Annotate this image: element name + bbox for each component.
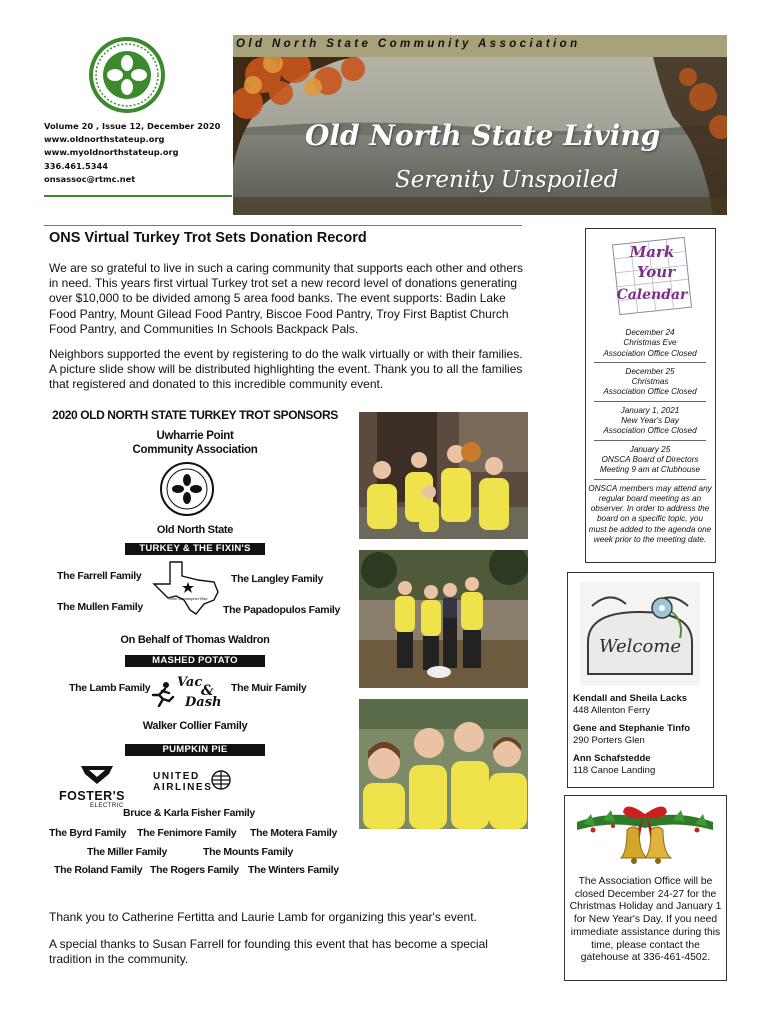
sponsor-name: Bruce & Karla Fisher Family: [123, 807, 255, 819]
association-bar: [233, 35, 727, 57]
calendar-events: [586, 328, 714, 545]
newsletter-meta: [44, 120, 220, 186]
calendar-divider: [594, 401, 706, 402]
sponsor-name: The Roland Family: [54, 864, 143, 876]
calendar-event: [586, 328, 714, 359]
phone-number: 336.461.5344: [44, 160, 109, 171]
globe-icon: [211, 770, 231, 790]
resident-address: 118 Canoe Landing: [573, 764, 656, 776]
article-headline: ONS Virtual Turkey Trot Sets Donation Record: [49, 230, 367, 246]
event-title: Christmas: [631, 377, 669, 387]
texas-map-icon: [152, 560, 224, 616]
holiday-notice-text: The Association Office will be closed December 24-27 for the Christmas Holiday and January 1 for New Year's Day. If you need immediate assistance during this time, please contact the gatehouse at 336-461-4502.: [569, 876, 722, 964]
ons-logo-icon: [160, 462, 214, 516]
sponsor-name: The Papadopulos Family: [223, 604, 341, 616]
sponsor-name: The Miller Family: [87, 846, 168, 858]
resident-address: 290 Porters Glen: [573, 734, 645, 746]
sponsor-name: The Farrell Family: [57, 570, 142, 582]
association-logo: [88, 36, 166, 114]
calendar-icon-text: Calendar: [616, 287, 688, 303]
vac-dash-logo: [149, 675, 224, 715]
calendar-icon-text: Your: [636, 263, 676, 281]
welcome-new-residents-box: [567, 572, 714, 788]
email-address[interactable]: onsassoc@rtmc.net: [44, 173, 136, 184]
event-title: New Year's Day: [621, 416, 679, 426]
tier-banner: TURKEY & THE FIXIN'S: [125, 543, 265, 555]
holiday-notice-box: [564, 795, 727, 981]
calendar-event: [586, 406, 714, 437]
header-divider: [44, 195, 232, 197]
sponsor-logo-text: UNITED: [153, 771, 200, 782]
tier-banner: PUMPKIN PIE: [125, 744, 265, 756]
list-item: [573, 753, 713, 776]
tier-banner: MASHED POTATO: [125, 655, 265, 667]
article-paragraph: Neighbors supported the event by registering to do the walk virtually or with their families. A picture slide show will be distributed highlighting the event. Thank you to all the families that registered and donated to this incredible community event.: [49, 347, 523, 392]
event-detail: Association Office Closed: [603, 348, 697, 358]
website-link[interactable]: www.oldnorthstateup.org: [44, 134, 165, 145]
sponsor-name: The Rogers Family: [150, 864, 239, 876]
calendar-divider: [594, 479, 706, 480]
event-date: January 25: [629, 444, 671, 454]
sponsor-name: Community Association: [132, 444, 258, 456]
resident-name: Kendall and Sheila Lacks: [573, 693, 688, 704]
turkey-trot-photo: [359, 550, 528, 688]
dash-text: Dash: [185, 695, 222, 710]
calendar-divider: [594, 440, 706, 441]
mark-your-calendar-box: [585, 228, 716, 563]
banner-image: [233, 57, 727, 215]
event-title: ONSCA Board of Directors: [601, 454, 699, 464]
sponsor-logo-subtext: ELECTRIC: [90, 803, 124, 809]
sponsor-name: The Mounts Family: [203, 846, 293, 858]
event-date: December 24: [625, 328, 675, 337]
association-name: Old North State Community Association: [236, 38, 581, 50]
list-item: [573, 723, 713, 746]
event-detail: Meeting 9 am at Clubhouse: [599, 465, 701, 475]
runner-icon: [149, 681, 175, 707]
resident-name: Ann Schafstedde: [573, 753, 651, 764]
sponsor-name: The Fenimore Family: [137, 827, 237, 839]
banner-title: Old North State Living: [305, 119, 661, 152]
article-divider: [44, 225, 522, 226]
sponsor-name: On Behalf of Thomas Waldron: [120, 634, 270, 646]
new-residents-list: [573, 693, 713, 783]
sponsor-name: Old North State: [156, 524, 234, 536]
sponsor-name: The Byrd Family: [49, 827, 127, 839]
calendar-note: ONSCA members may attend any regular board meeting as an observer. In order to address the board on a specific topic, you must be added to the agenda one week prior to the meeting date.: [588, 483, 712, 545]
sponsor-name: Uwharrie Point: [156, 430, 234, 442]
resident-name: Gene and Stephanie Tinfo: [573, 723, 691, 734]
sponsor-name: The Winters Family: [248, 864, 339, 876]
turkey-trot-photo: [359, 699, 528, 829]
map-label: John Christopher Bird: [168, 596, 208, 601]
resident-address: 448 Allenton Ferry: [573, 704, 651, 716]
sponsor-name: The Muir Family: [231, 682, 307, 694]
welcome-sign-icon: [580, 582, 700, 686]
banner-subtitle: Serenity Unspoiled: [395, 167, 619, 193]
christmas-bells-icon: [573, 800, 717, 870]
welcome-sign-text: Welcome: [598, 636, 682, 657]
sponsor-name: The Langley Family: [231, 573, 324, 585]
fosters-logo-icon: [79, 764, 115, 786]
article-paragraph: Thank you to Catherine Fertitta and Laurie Lamb for organizing this year's event.: [49, 910, 477, 924]
turkey-trot-photo: [359, 412, 528, 539]
list-item: [573, 693, 713, 716]
event-detail: Association Office Closed: [603, 387, 697, 397]
article-paragraph: We are so grateful to live in such a caring community that supports each other and others in need. This years first virtual Turkey trot set a new record level of donations generating over $10,000 to be divided among 5 area food banks. The event supports: Badin Lake Food Pantry, Mount Gilead Food Pantry, Biscoe Food Pantry, Troy First Baptist Church Food Pantry, and Communities In Schools Backpack Pals.: [49, 261, 524, 336]
sponsor-name: The Lamb Family: [69, 682, 151, 694]
website-link-2[interactable]: www.myoldnorthstateup.org: [44, 147, 179, 158]
sponsors-graphic: [45, 400, 350, 880]
sponsor-logo-text: AIRLINES: [153, 782, 213, 793]
sponsor-name: The Motera Family: [250, 827, 338, 839]
event-detail: Association Office Closed: [603, 426, 697, 436]
issue-info: Volume 20 , Issue 12, December 2020: [44, 121, 221, 131]
ampersand-text: &: [201, 683, 214, 699]
event-title: Christmas Eve: [623, 338, 677, 348]
calendar-event: [586, 367, 714, 398]
sponsor-name: The Mullen Family: [57, 601, 143, 613]
event-date: December 25: [625, 366, 675, 376]
article-paragraph: A special thanks to Susan Farrell for founding this event that has become a special tradition in the community.: [49, 937, 488, 967]
calendar-icon: [610, 235, 694, 317]
sponsor-name: Walker Collier Family: [142, 720, 248, 732]
calendar-divider: [594, 362, 706, 363]
calendar-icon-text: Mark: [629, 243, 675, 261]
calendar-event: [586, 445, 714, 476]
sponsors-title: 2020 OLD NORTH STATE TURKEY TROT SPONSORS: [52, 408, 338, 422]
vac-text: Vac: [177, 675, 203, 690]
event-date: January 1, 2021: [620, 405, 680, 415]
sponsor-logo-text: FOSTER'S: [59, 789, 126, 803]
